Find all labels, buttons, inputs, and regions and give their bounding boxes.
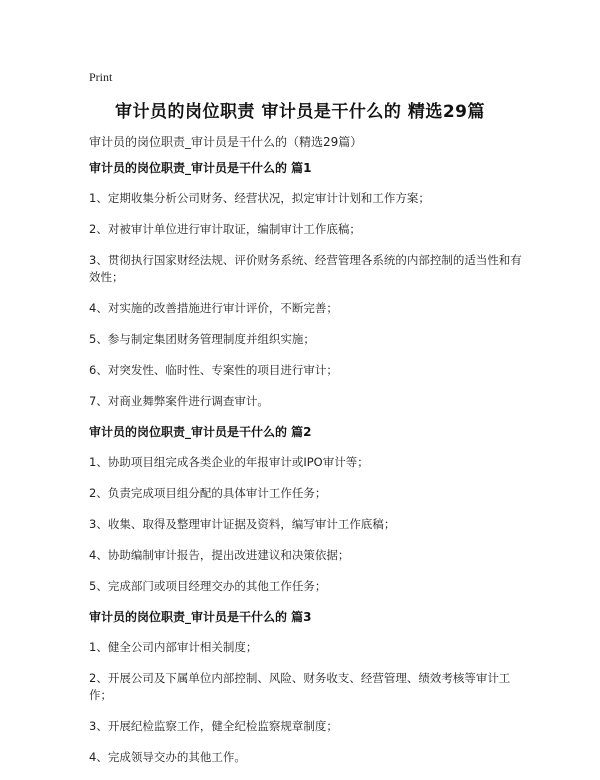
print-label: Print (89, 70, 113, 84)
section-heading: 审计员的岗位职责_审计员是干什么的 篇1 (89, 161, 312, 175)
list-item: 1、健全公司内部审计相关制度； (89, 640, 258, 654)
document-title: 审计员的岗位职责 审计员是干什么的 精选29篇 (115, 102, 485, 122)
list-item: 5、完成部门或项目经理交办的其他工作任务； (89, 579, 327, 593)
list-item: 7、对商业舞弊案件进行调查审计。 (89, 394, 269, 408)
section-1 (89, 160, 529, 410)
list-item: 4、协助编制审计报告，提出改进建议和决策依据； (89, 548, 350, 562)
section-3 (89, 609, 529, 766)
list-item: 3、开展纪检监察工作，健全纪检监察规章制度； (89, 719, 338, 733)
list-item: 3、收集、取得及整理审计证据及资料，编写审计工作底稿； (89, 517, 396, 531)
list-item: 4、对实施的改善措施进行审计评价，不断完善； (89, 301, 338, 315)
document-body (89, 160, 529, 780)
document-subtitle: 审计员的岗位职责_审计员是干什么的（精选29篇） (89, 135, 363, 149)
list-item: 2、开展公司及下属单位内部控制、风险、财务收支、经营管理、绩效考核等审计工作； (89, 671, 511, 702)
list-item: 1、定期收集分析公司财务、经营状况，拟定审计计划和工作方案； (89, 191, 430, 205)
list-item: 6、对突发性、临时性、专案性的项目进行审计； (89, 363, 338, 377)
list-item: 5、参与制定集团财务管理制度并组织实施； (89, 332, 315, 346)
list-item: 2、负责完成项目组分配的具体审计工作任务； (89, 486, 327, 500)
section-heading: 审计员的岗位职责_审计员是干什么的 篇2 (89, 425, 312, 439)
section-2 (89, 424, 529, 595)
list-item: 4、完成领导交办的其他工作。 (89, 750, 246, 764)
section-heading: 审计员的岗位职责_审计员是干什么的 篇3 (89, 610, 312, 624)
list-item: 2、对被审计单位进行审计取证，编制审计工作底稿； (89, 222, 361, 236)
list-item: 3、贯彻执行国家财经法规、评价财务系统、经营管理各系统的内部控制的适当性和有效性； (89, 253, 522, 284)
list-item: 1、协助项目组完成各类企业的年报审计或IPO审计等； (89, 455, 369, 469)
